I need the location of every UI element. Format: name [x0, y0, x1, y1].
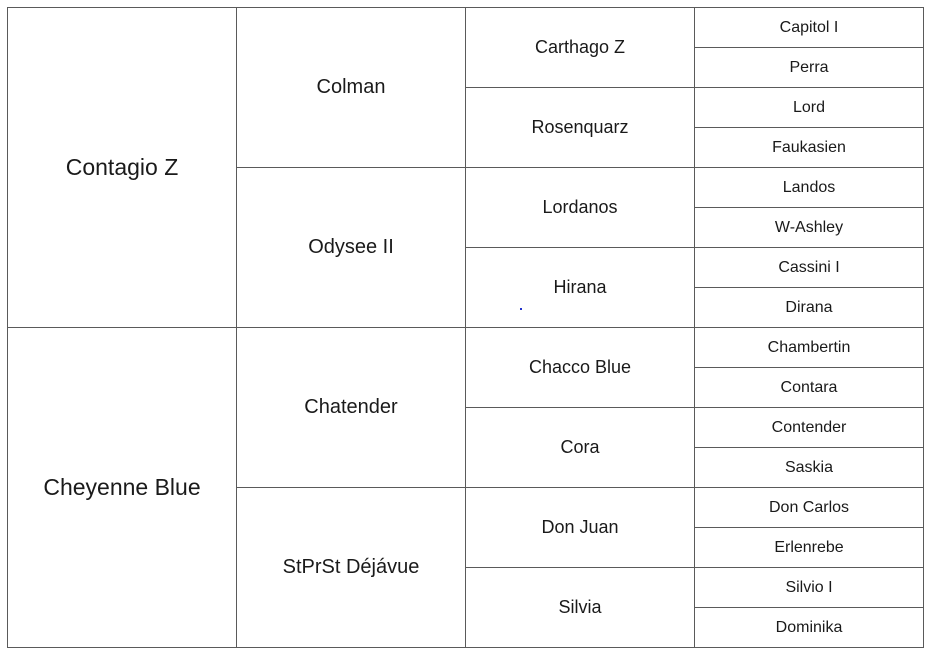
dam: Cheyenne Blue — [8, 328, 237, 648]
ancestor-g4-9: Chambertin — [695, 328, 924, 368]
dam-dam-sire: Don Juan — [466, 488, 695, 568]
ancestor-g4-5: Landos — [695, 168, 924, 208]
ancestor-g4-15: Silvio I — [695, 568, 924, 608]
ancestor-g4-2: Perra — [695, 48, 924, 88]
dam-dam: StPrSt Déjávue — [237, 488, 466, 648]
dam-sire-sire: Chacco Blue — [466, 328, 695, 408]
dam-sire-dam: Cora — [466, 408, 695, 488]
ancestor-g4-11: Contender — [695, 408, 924, 448]
sire-sire-dam: Rosenquarz — [466, 88, 695, 168]
dam-sire: Chatender — [237, 328, 466, 488]
sire: Contagio Z — [8, 8, 237, 328]
ancestor-g4-1: Capitol I — [695, 8, 924, 48]
ancestor-g4-7: Cassini I — [695, 248, 924, 288]
ancestor-g4-3: Lord — [695, 88, 924, 128]
ancestor-g4-4: Faukasien — [695, 128, 924, 168]
ancestor-g4-6: W-Ashley — [695, 208, 924, 248]
sire-dam-sire: Lordanos — [466, 168, 695, 248]
ancestor-g4-8: Dirana — [695, 288, 924, 328]
sire-sire: Colman — [237, 8, 466, 168]
stray-dot — [520, 308, 522, 310]
sire-dam-dam: Hirana — [466, 248, 695, 328]
ancestor-g4-13: Don Carlos — [695, 488, 924, 528]
sire-sire-sire: Carthago Z — [466, 8, 695, 88]
ancestor-g4-14: Erlenrebe — [695, 528, 924, 568]
ancestor-g4-12: Saskia — [695, 448, 924, 488]
sire-dam: Odysee II — [237, 168, 466, 328]
dam-dam-dam: Silvia — [466, 568, 695, 648]
ancestor-g4-16: Dominika — [695, 608, 924, 648]
ancestor-g4-10: Contara — [695, 368, 924, 408]
pedigree-table — [7, 7, 924, 648]
